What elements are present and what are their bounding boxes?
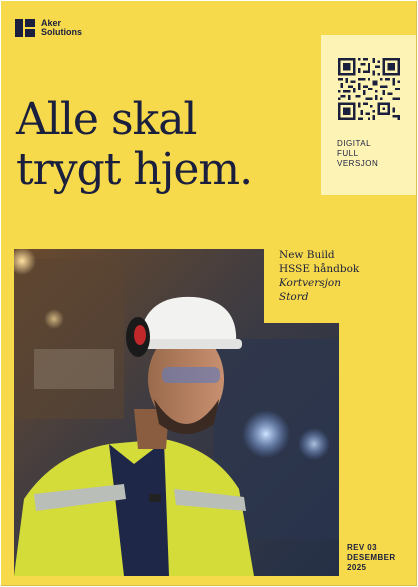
revision-number: REV 03: [347, 543, 377, 552]
qr-caption-line2: FULL: [337, 149, 359, 158]
handbook-title-line2: HSSE håndbok: [279, 263, 360, 275]
qr-caption: [337, 139, 407, 169]
brand-mark-icon: [15, 19, 35, 37]
headline: [16, 95, 316, 195]
headline-line2: trygt hjem.: [16, 144, 253, 195]
cover-page: [1, 1, 417, 586]
revision-info: [347, 543, 396, 573]
handbook-title-line1: New Build: [279, 249, 335, 261]
qr-caption-line3: VERSJON: [337, 159, 379, 168]
handbook-subtitle-line2: Stord: [279, 291, 309, 303]
revision-year: 2025: [347, 563, 367, 572]
headline-line1: Alle skal: [16, 94, 197, 145]
aker-solutions-logo: [15, 19, 82, 37]
qr-code-icon[interactable]: [338, 58, 400, 120]
qr-panel: [321, 35, 416, 195]
brand-name-line2: Solutions: [41, 27, 82, 37]
revision-month: DESEMBER: [347, 553, 396, 562]
brand-name: [41, 19, 82, 37]
handbook-title-block: [279, 248, 414, 304]
qr-caption-line1: DIGITAL: [337, 139, 372, 148]
handbook-subtitle-line1: Kortversjon: [279, 277, 342, 289]
brand-name-line1: Aker: [41, 18, 62, 28]
